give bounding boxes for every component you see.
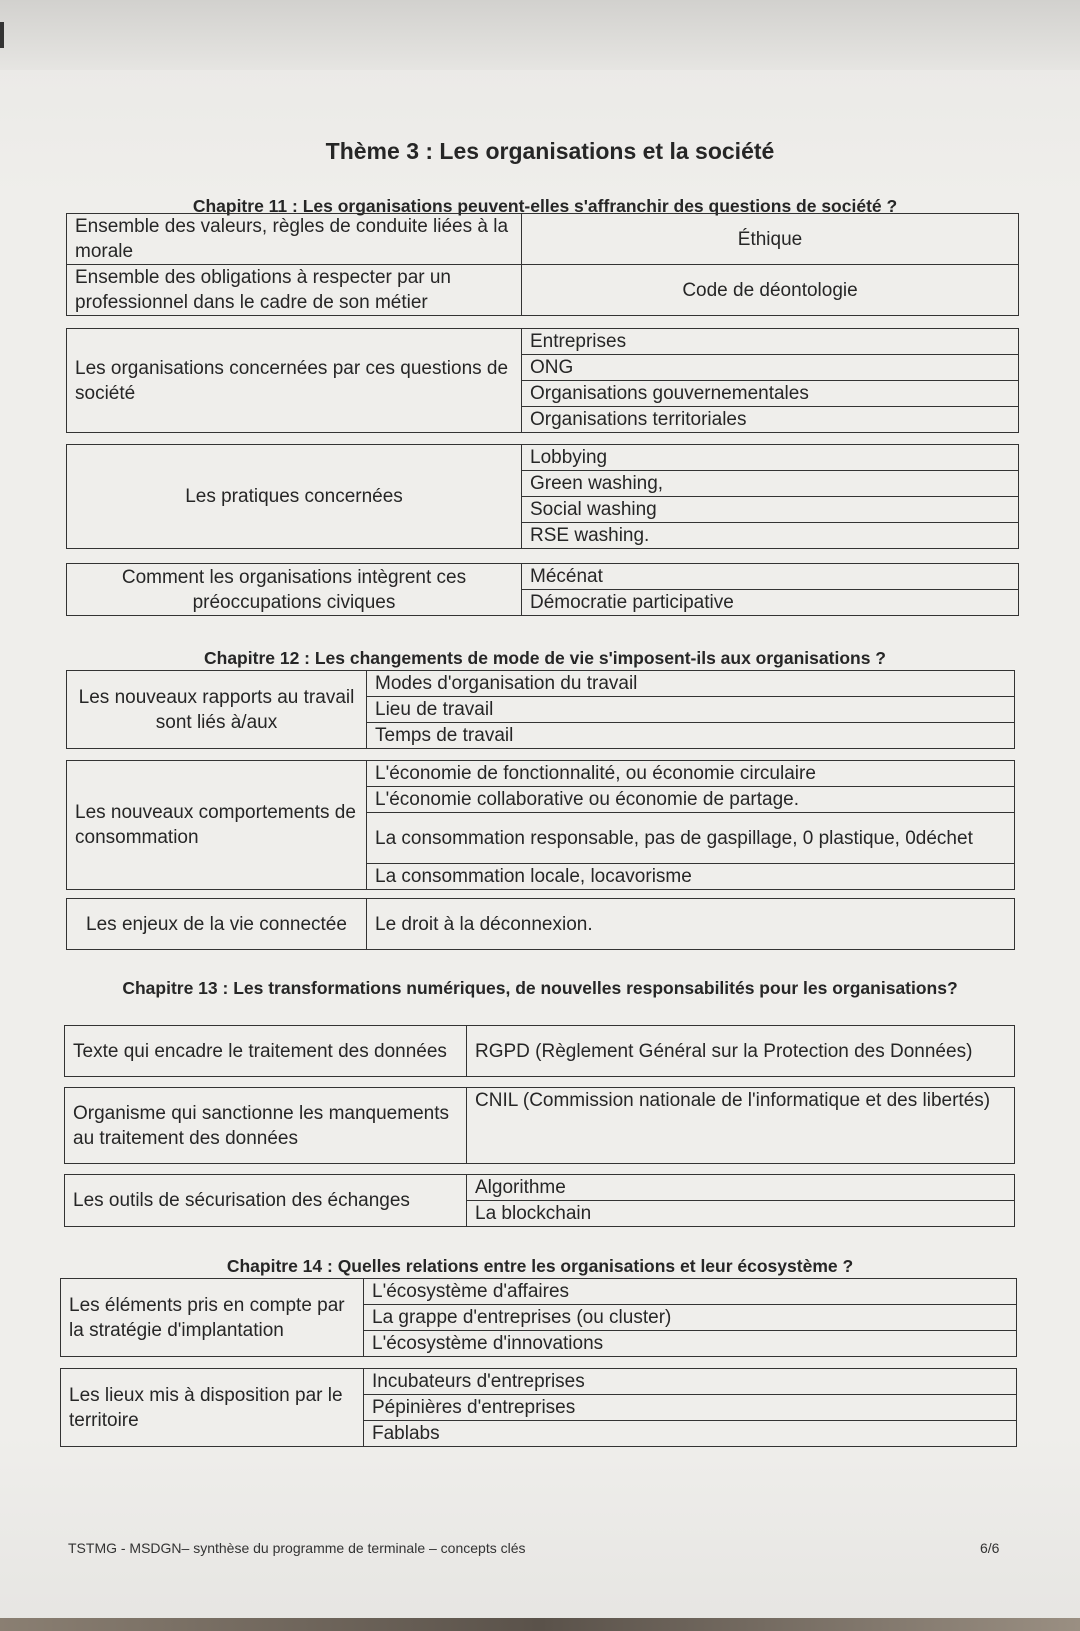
table-row bbox=[65, 1026, 1015, 1077]
list-item: Incubateurs d'entreprises bbox=[364, 1369, 1017, 1395]
list-item: Temps de travail bbox=[367, 723, 1015, 749]
ch14-places-table bbox=[60, 1368, 1017, 1447]
list-item: Organisations gouvernementales bbox=[522, 381, 1019, 407]
list-item: RSE washing. bbox=[522, 523, 1019, 549]
table-row bbox=[67, 671, 1015, 697]
list-item: La consommation locale, locavorisme bbox=[367, 864, 1015, 890]
list-item: Algorithme bbox=[467, 1175, 1015, 1201]
ch12-work-table bbox=[66, 670, 1015, 749]
list-item: Pépinières d'entreprises bbox=[364, 1395, 1017, 1421]
ch12-connected-label: Les enjeux de la vie connectée bbox=[67, 899, 367, 950]
list-item: Lobbying bbox=[522, 445, 1019, 471]
ch12-consumption-label: Les nouveaux comportements de consommation bbox=[67, 761, 367, 890]
list-item: La grappe d'entreprises (ou cluster) bbox=[364, 1305, 1017, 1331]
chapter-13-title: Chapitre 13 : Les transformations numériques, de nouvelles responsabilités pour les organisations? bbox=[122, 978, 958, 998]
ch14-strategy-table bbox=[60, 1278, 1017, 1357]
list-item: L'économie de fonctionnalité, ou économie circulaire bbox=[367, 761, 1015, 787]
scan-bottom-band bbox=[0, 1618, 1080, 1631]
list-item: Démocratie participative bbox=[522, 590, 1019, 616]
ch12-work-label: Les nouveaux rapports au travail sont liés à/aux bbox=[67, 671, 367, 749]
ch13-text-table bbox=[64, 1025, 1015, 1077]
chapter-11-title: Chapitre 11 : Les organisations peuvent-elles s'affranchir des questions de société ? bbox=[192, 196, 898, 216]
scan-top-band bbox=[0, 0, 1080, 70]
list-item: Fablabs bbox=[364, 1421, 1017, 1447]
ch11-definitions-table bbox=[66, 213, 1019, 316]
ch13-body-table bbox=[64, 1087, 1015, 1164]
scan-edge-mark bbox=[0, 22, 4, 48]
ch11-civic-label: Comment les organisations intègrent ces préoccupations civiques bbox=[67, 564, 522, 616]
table-row bbox=[67, 265, 1019, 316]
ch13-text-value: RGPD (Règlement Général sur la Protection des Données) bbox=[467, 1026, 1015, 1077]
table-row bbox=[67, 329, 1019, 355]
ch14-places-label: Les lieux mis à disposition par le territoire bbox=[61, 1369, 364, 1447]
ch11-practices-table bbox=[66, 444, 1019, 549]
ch11-organisations-table bbox=[66, 328, 1019, 433]
footer-text: TSTMG - MSDGN– synthèse du programme de terminale – concepts clés bbox=[68, 1540, 526, 1556]
list-item: Entreprises bbox=[522, 329, 1019, 355]
ch11-def2-label: Ensemble des obligations à respecter par un professionnel dans le cadre de son métier bbox=[67, 265, 522, 316]
table-row bbox=[67, 761, 1015, 787]
ch11-def1-term: Éthique bbox=[522, 214, 1019, 265]
page-number: 6/6 bbox=[980, 1540, 1000, 1556]
list-item: Social washing bbox=[522, 497, 1019, 523]
list-item: L'économie collaborative ou économie de partage. bbox=[367, 787, 1015, 813]
table-row bbox=[67, 899, 1015, 950]
table-row bbox=[65, 1175, 1015, 1201]
ch13-body-label: Organisme qui sanctionne les manquements au traitement des données bbox=[65, 1088, 467, 1164]
list-item: La consommation responsable, pas de gaspillage, 0 plastique, 0déchet bbox=[367, 813, 1015, 864]
list-item: Modes d'organisation du travail bbox=[367, 671, 1015, 697]
ch11-practices-label: Les pratiques concernées bbox=[67, 445, 522, 549]
ch12-connected-table bbox=[66, 898, 1015, 950]
table-row bbox=[61, 1279, 1017, 1305]
table-row bbox=[67, 214, 1019, 265]
list-item: L'écosystème d'affaires bbox=[364, 1279, 1017, 1305]
list-item: L'écosystème d'innovations bbox=[364, 1331, 1017, 1357]
ch11-civic-table bbox=[66, 563, 1019, 616]
list-item: ONG bbox=[522, 355, 1019, 381]
theme-title: Thème 3 : Les organisations et la société bbox=[325, 138, 775, 164]
table-row bbox=[61, 1369, 1017, 1395]
ch14-strategy-label: Les éléments pris en compte par la stratégie d'implantation bbox=[61, 1279, 364, 1357]
chapter-12-title: Chapitre 12 : Les changements de mode de vie s'imposent-ils aux organisations ? bbox=[204, 648, 886, 668]
table-row bbox=[65, 1088, 1015, 1164]
chapter-14-title: Chapitre 14 : Quelles relations entre les organisations et leur écosystème ? bbox=[226, 1256, 854, 1276]
ch11-def1-label: Ensemble des valeurs, règles de conduite liées à la morale bbox=[67, 214, 522, 265]
table-row bbox=[67, 564, 1019, 590]
list-item: La blockchain bbox=[467, 1201, 1015, 1227]
ch12-consumption-table bbox=[66, 760, 1015, 890]
ch13-body-value: CNIL (Commission nationale de l'informatique et des libertés) bbox=[467, 1088, 1015, 1164]
table-row bbox=[67, 445, 1019, 471]
ch13-tools-table bbox=[64, 1174, 1015, 1227]
ch13-tools-label: Les outils de sécurisation des échanges bbox=[65, 1175, 467, 1227]
list-item: Green washing, bbox=[522, 471, 1019, 497]
list-item: Organisations territoriales bbox=[522, 407, 1019, 433]
list-item: Lieu de travail bbox=[367, 697, 1015, 723]
ch12-connected-value: Le droit à la déconnexion. bbox=[367, 899, 1015, 950]
ch11-def2-term: Code de déontologie bbox=[522, 265, 1019, 316]
ch13-text-label: Texte qui encadre le traitement des données bbox=[65, 1026, 467, 1077]
list-item: Mécénat bbox=[522, 564, 1019, 590]
ch11-orgs-label: Les organisations concernées par ces questions de société bbox=[67, 329, 522, 433]
